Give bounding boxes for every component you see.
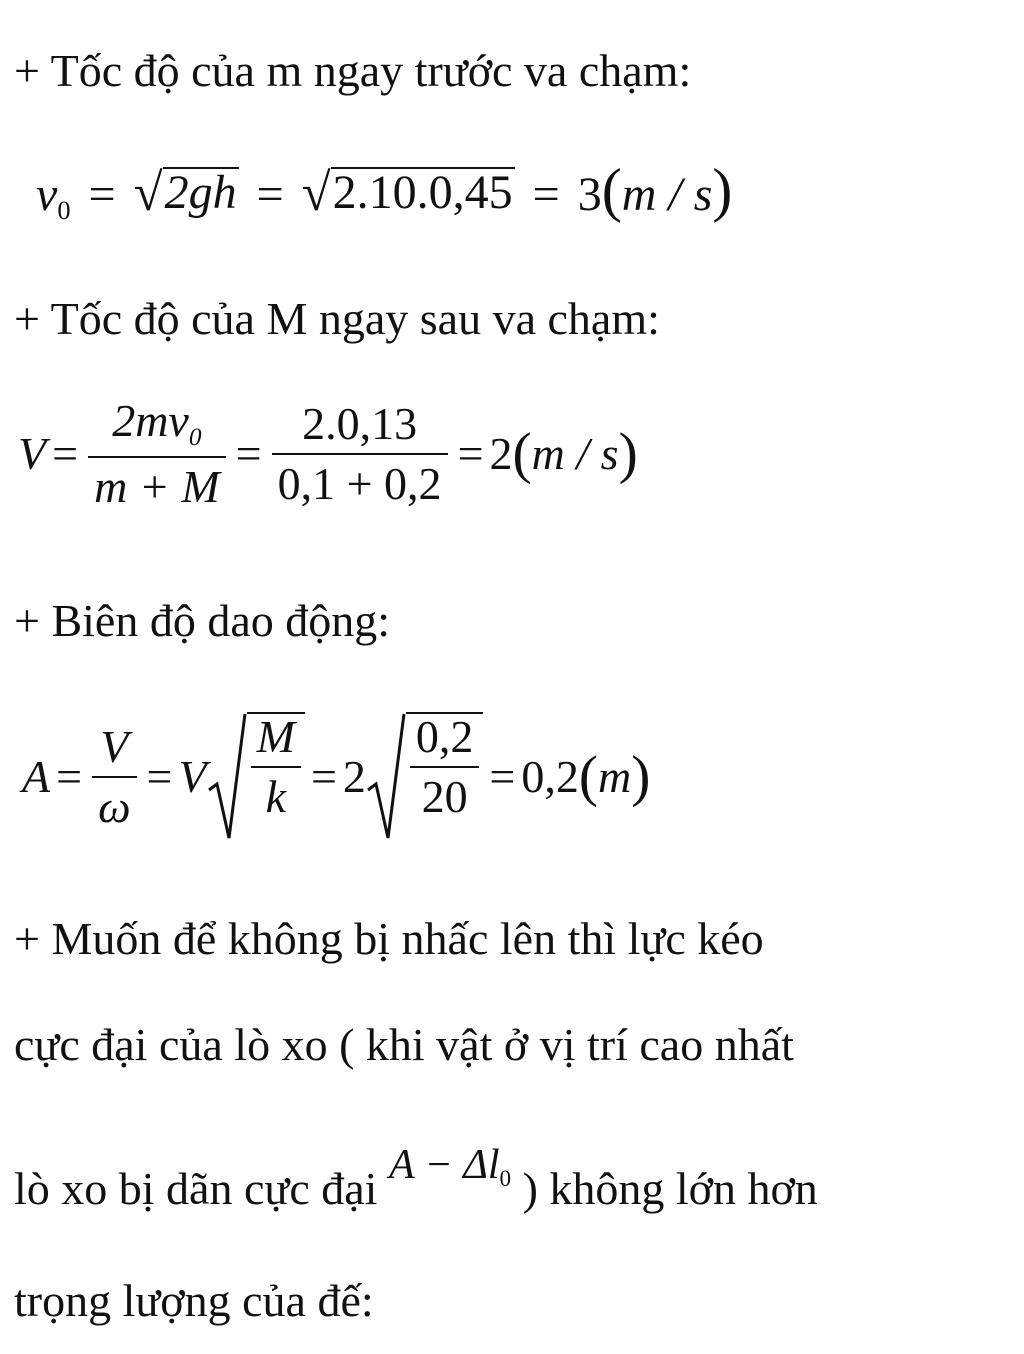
text-line-2 [14, 293, 660, 344]
eq1-lhs-sub: 0 [57, 195, 71, 226]
equals-sign: = [310, 751, 337, 802]
eq3-num1: V [100, 721, 129, 772]
sqrt-radicand [247, 712, 305, 842]
text-line-5 [14, 1019, 794, 1070]
sqrt-radicand [406, 712, 484, 842]
paren-close: ) [618, 422, 638, 486]
paren-close: ) [631, 745, 651, 809]
equals-sign: = [532, 168, 560, 221]
eq3-lhs: A [22, 751, 51, 802]
text-line-7-content: trọng lượng của đế: [14, 1275, 374, 1326]
eq1-mid: 2gh [164, 166, 237, 219]
inline-expr-text: A − Δl [388, 1142, 500, 1188]
equals-sign: = [56, 751, 83, 802]
equals-sign: = [146, 751, 173, 802]
eq3-unit: m [598, 751, 632, 802]
equals-sign: = [457, 428, 484, 480]
text-line-4 [14, 913, 764, 964]
fraction-numeric [272, 398, 448, 510]
eq3-num3: 0,2 [415, 711, 474, 762]
eq1-lhs: v [36, 168, 58, 221]
inline-expr-sub: 0 [499, 1165, 512, 1192]
equals-sign: = [489, 751, 516, 802]
equation-V [18, 395, 638, 513]
eq2-den2: 0,1 + 0,2 [277, 458, 442, 510]
text-line-1-content: + Tốc độ của m ngay trước va chạm: [14, 45, 692, 96]
sqrt-M-over-k [207, 712, 305, 842]
paren-open: ( [601, 157, 622, 223]
sqrt-icon: √ [133, 164, 163, 222]
eq2-unit: m / s [531, 428, 619, 480]
sqrt-numeric [301, 164, 515, 222]
eq1-unit: m / s [621, 168, 713, 221]
eq3-result: 0,2 [521, 751, 579, 802]
text-line-7 [14, 1275, 374, 1326]
fraction-numerator [106, 395, 207, 456]
text-line-2-content: + Tốc độ của M ngay sau va chạm: [14, 293, 660, 344]
equals-sign: = [52, 428, 79, 480]
eq2-num1-sub: 0 [188, 422, 202, 451]
eq3-den1: ω [98, 781, 131, 832]
eq2-num2: 2.0,13 [302, 398, 418, 450]
text-line-6b: ) không lớn hơn [522, 1163, 818, 1214]
eq2-lhs: V [18, 428, 47, 480]
text-line-4-content: + Muốn để không bị nhấc lên thì lực kéo [14, 913, 764, 964]
eq1-expr: 2.10.0,45 [332, 166, 513, 219]
eq2-result: 2 [489, 428, 513, 480]
paren-open: ( [578, 745, 598, 809]
text-line-6a: lò xo bị dãn cực đại [14, 1163, 389, 1214]
eq3-den2: k [265, 771, 286, 822]
inline-expression [388, 1142, 512, 1192]
eq3-num2: M [256, 711, 295, 762]
sqrt-icon: √ [301, 164, 331, 222]
eq2-den1: m + M [94, 461, 220, 513]
equals-sign: = [256, 168, 284, 221]
eq3-den3: 20 [421, 771, 468, 822]
paren-open: ( [512, 422, 532, 486]
fraction-M-k [251, 711, 301, 842]
equals-sign: = [88, 168, 116, 221]
fraction-2mv0 [88, 395, 226, 513]
sqrt-2gh [133, 164, 239, 222]
text-line-3 [14, 595, 391, 646]
sqrt-icon [366, 712, 406, 842]
paren-close: ) [712, 157, 733, 223]
equals-sign: = [235, 428, 262, 480]
fraction-V-omega [92, 721, 136, 832]
eq1-result: 3 [577, 168, 602, 221]
sqrt-numeric-fraction [366, 712, 484, 842]
eq3-coef2: 2 [342, 751, 366, 802]
sqrt-icon [207, 712, 247, 842]
equation-v0 [36, 157, 733, 226]
eq2-num1: 2mv [112, 395, 189, 446]
text-line-1 [14, 45, 692, 96]
eq3-coef: V [178, 751, 207, 802]
fraction-0.2-20 [410, 711, 480, 842]
equation-A [22, 712, 650, 842]
text-line-5-content: cực đại của lò xo ( khi vật ở vị trí cao nhất [14, 1019, 794, 1070]
text-line-3-content: + Biên độ dao động: [14, 595, 391, 646]
